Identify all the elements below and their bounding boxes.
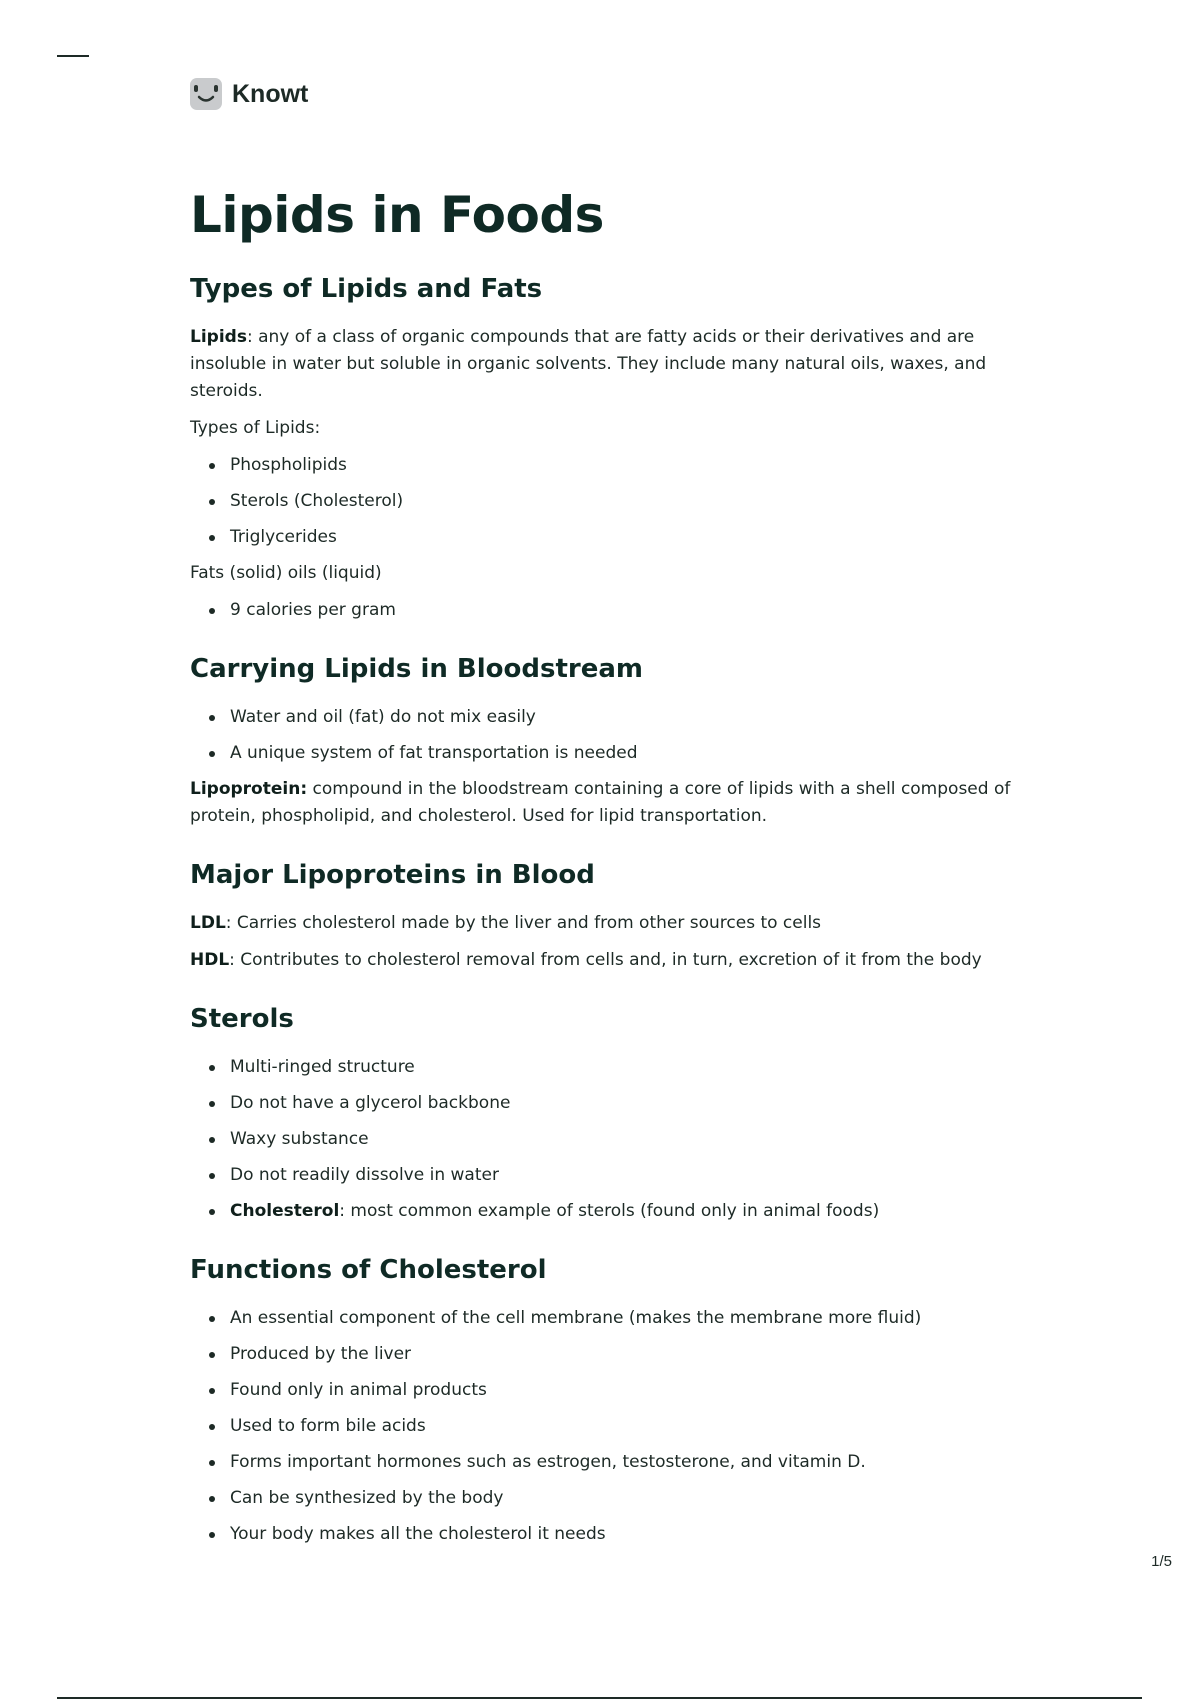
fats-line: Fats (solid) oils (liquid)	[190, 563, 382, 583]
definition-text: : Carries cholesterol made by the liver and from other sources to cells	[225, 913, 822, 933]
definition-text: : most common example of sterols (found only in animal foods)	[339, 1201, 880, 1221]
definition-text: : any of a class of organic compounds that are fatty acids or their derivatives and are insoluble in water but soluble in organic solvents. They include many natural oils, waxes, and steroids.	[190, 327, 987, 401]
ldl-definition	[190, 910, 1050, 937]
list-item: Triglycerides	[190, 524, 1050, 551]
list-item: Produced by the liver	[190, 1341, 1050, 1368]
list-item: Your body makes all the cholesterol it needs	[190, 1521, 1050, 1548]
section-functions-of-cholesterol	[190, 1255, 1050, 1548]
section-major-lipoproteins	[190, 860, 1050, 974]
page-title: Lipids in Foods	[190, 186, 604, 244]
hdl-definition	[190, 947, 1050, 974]
list-item: Do not readily dissolve in water	[190, 1162, 1050, 1189]
term: Lipoprotein:	[190, 779, 308, 799]
section-sterols	[190, 1004, 1050, 1225]
lipids-definition	[190, 324, 1050, 405]
list-item: Can be synthesized by the body	[190, 1485, 1050, 1512]
list-item: Used to form bile acids	[190, 1413, 1050, 1440]
section-heading: Sterols	[190, 1004, 294, 1034]
page-number: 1/5	[1151, 1553, 1172, 1570]
term: LDL	[190, 913, 226, 933]
brand-name: Knowt	[232, 79, 309, 108]
section-heading: Major Lipoproteins in Blood	[190, 860, 595, 890]
section-heading: Functions of Cholesterol	[190, 1255, 547, 1285]
definition-text: compound in the bloodstream containing a core of lipids with a shell composed of protein, phospholipid, and cholesterol. Used for lipid transportation.	[190, 779, 1011, 826]
document-content	[190, 178, 1050, 1578]
list-item: Sterols (Cholesterol)	[190, 488, 1050, 515]
term: Lipids	[190, 327, 247, 347]
list-item: A unique system of fat transportation is needed	[190, 740, 1050, 767]
list-item: Found only in animal products	[190, 1377, 1050, 1404]
knowt-logo-icon	[190, 78, 222, 110]
section-heading: Carrying Lipids in Bloodstream	[190, 654, 643, 684]
section-heading: Types of Lipids and Fats	[190, 274, 543, 304]
lipoprotein-definition	[190, 776, 1050, 830]
section-carrying-lipids	[190, 654, 1050, 830]
list-item	[190, 1198, 1050, 1225]
list-item: Waxy substance	[190, 1126, 1050, 1153]
bottom-divider	[57, 1697, 1142, 1699]
types-list	[190, 452, 1050, 551]
section-types-of-lipids	[190, 274, 1050, 624]
list-item: Multi-ringed structure	[190, 1054, 1050, 1081]
definition-text: : Contributes to cholesterol removal from cells and, in turn, excretion of it from the body	[229, 950, 982, 970]
list-item: Water and oil (fat) do not mix easily	[190, 704, 1050, 731]
sterols-list	[190, 1054, 1050, 1225]
term: Cholesterol	[230, 1201, 340, 1221]
fats-list	[190, 597, 1050, 624]
term: HDL	[190, 950, 230, 970]
types-intro: Types of Lipids:	[190, 418, 321, 438]
top-divider	[57, 55, 89, 57]
list-item: 9 calories per gram	[190, 597, 1050, 624]
brand[interactable]	[190, 78, 308, 110]
list-item: Phospholipids	[190, 452, 1050, 479]
functions-list	[190, 1305, 1050, 1548]
list-item: Do not have a glycerol backbone	[190, 1090, 1050, 1117]
list-item: Forms important hormones such as estrogen, testosterone, and vitamin D.	[190, 1449, 1050, 1476]
list-item: An essential component of the cell membrane (makes the membrane more fluid)	[190, 1305, 1050, 1332]
carrying-list	[190, 704, 1050, 767]
